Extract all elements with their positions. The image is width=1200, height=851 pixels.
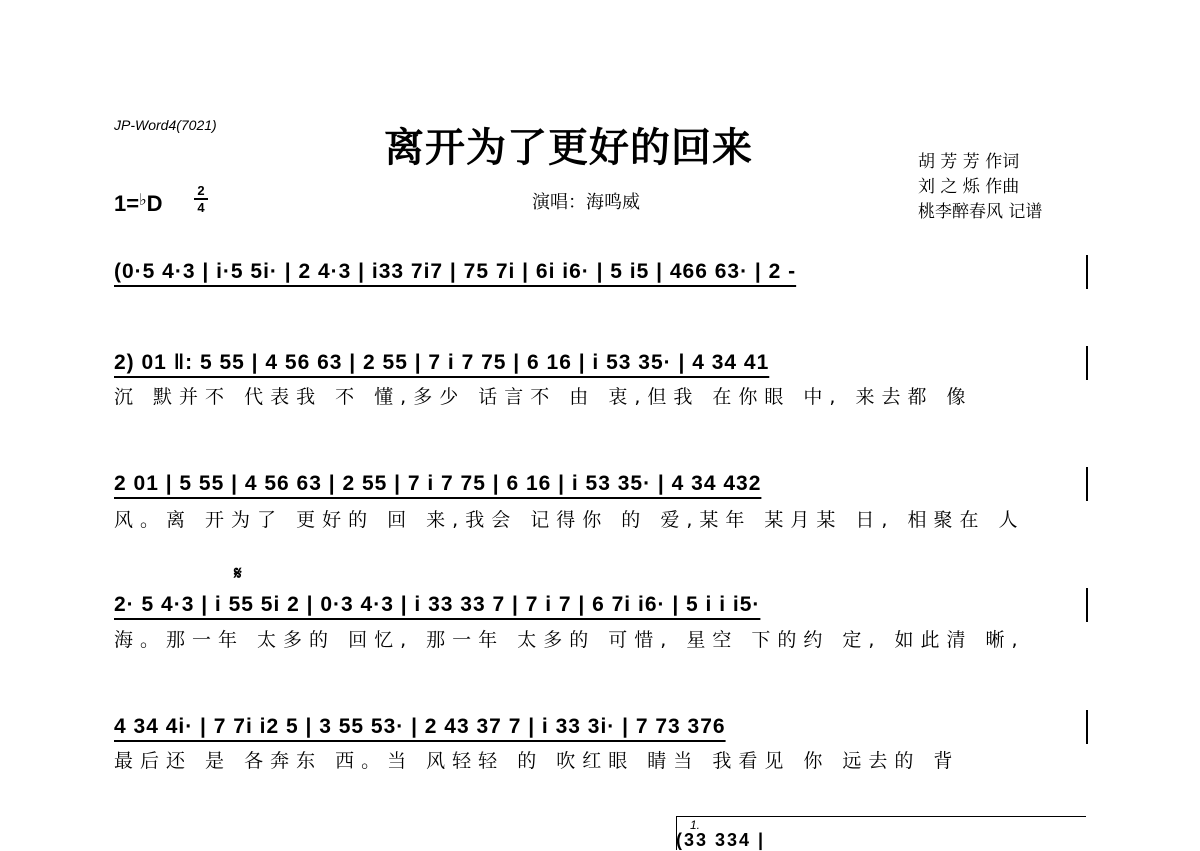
ending-notes: (33 334 | (676, 830, 766, 850)
lyricist-credit: 胡 芳 芳 作词 (918, 152, 1020, 172)
score-line-4-lyrics: 海。那一年 太多的 回忆, 那一年 太多的 可惜, 星空 下的约 定, 如此清 晰, (114, 629, 1025, 651)
score-line-1-notes: (0·5 4·3 | i·5 5i· | 2 4·3 | i33 7i7 | 75 7i | 6i i6· | 5 i5 | 466 63· | 2 - (114, 260, 797, 283)
score-line-2-lyrics: 沉 默并不 代表我 不 懂,多少 话言不 由 衷,但我 在你眼 中, 来去都 像 (114, 386, 973, 408)
singer-credit: 演唱：海鸣威 (532, 192, 640, 213)
key-note: D (146, 191, 163, 216)
score-line-4-notes: 2· 5 4·3 | i 55 5i 2 | 0·3 4·3 | i 33 33 7 | 7 i 7 | 6 7i i6· | 5 i i i5· (114, 593, 761, 616)
key-prefix: 1= (114, 191, 140, 216)
time-top: 2 (197, 183, 205, 198)
time-signature (194, 184, 208, 214)
composer-credit: 刘 之 烁 作曲 (918, 177, 1020, 197)
line-end-barline (1086, 467, 1088, 501)
segno-icon: 𝄋 (234, 563, 242, 584)
line-end-barline (1086, 255, 1088, 289)
score-line-3-notes: 2 01 | 5 55 | 4 56 63 | 2 55 | 7 i 7 75 | 6 16 | i 53 35· | 4 34 432 (114, 472, 762, 495)
score-line-5-lyrics: 最后还 是 各奔东 西。当 风轻轻 的 吹红眼 睛当 我看见 你 远去的 背 (114, 750, 960, 772)
score-line-3-lyrics: 风。离 开为了 更好的 回 来,我会 记得你 的 爱,某年 某月某 日, 相聚在 人 (114, 509, 1025, 531)
score-line-2-notes: 2) 01 ‖: 5 55 | 4 56 63 | 2 55 | 7 i 7 75 | 6 16 | i 53 35· | 4 34 41 (114, 351, 770, 374)
volta-number: 1. (690, 818, 701, 832)
volta-bracket (676, 816, 1086, 817)
line-end-barline (1086, 346, 1088, 380)
software-label: JP-Word4(7021) (114, 117, 217, 133)
flat-icon: ♭ (139, 192, 147, 209)
line-end-barline (1086, 588, 1088, 622)
transcriber-credit: 桃李醉春风 记谱 (918, 202, 1043, 222)
credits (918, 150, 1042, 225)
score-line-5-notes: 4 34 4i· | 7 7i i2 5 | 3 55 53· | 2 43 37 7 | i 33 3i· | 7 73 376 (114, 715, 726, 738)
line-end-barline (1086, 710, 1088, 744)
time-bottom: 4 (197, 200, 205, 215)
key-signature (114, 190, 163, 217)
song-title: 离开为了更好的回来 (384, 124, 753, 171)
